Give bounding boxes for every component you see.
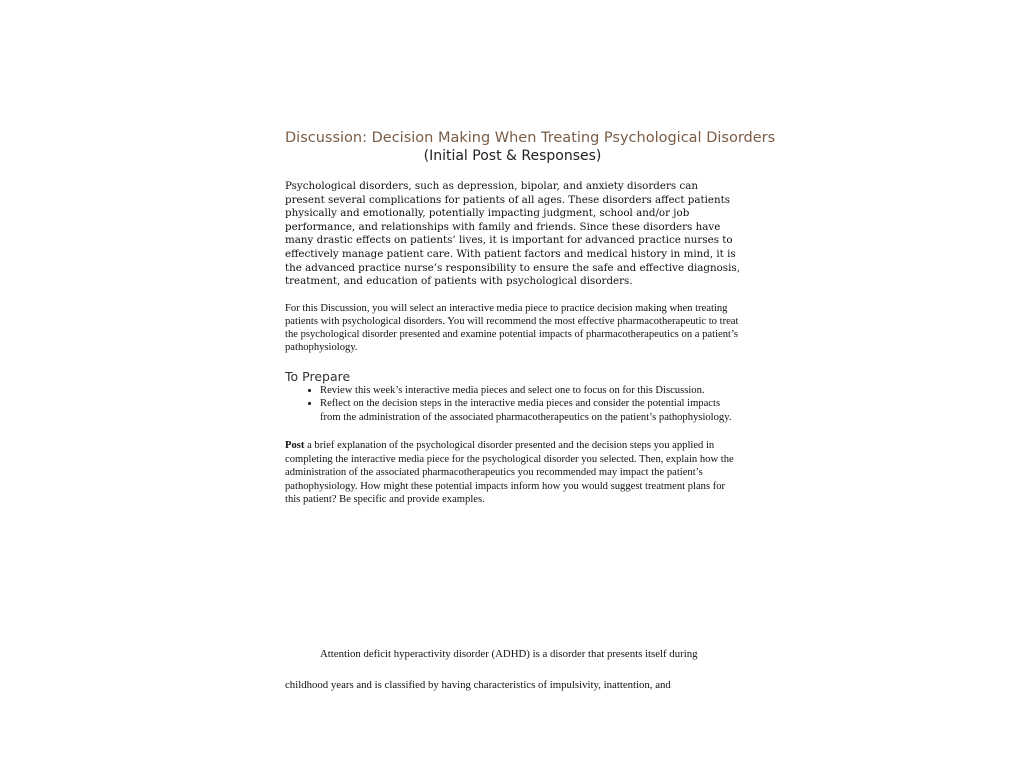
post-paragraph bbox=[285, 439, 740, 507]
discussion-paragraph: For this Discussion, you will select an interactive media piece to practice decision making when treating patients with psychological disorders. You will recommend the most effective pharmacotherapeutic to treat the psychological disorder presented and examine potential impacts of pharmacotherapeutics on a patient’s pathophysiology. bbox=[285, 302, 739, 354]
essay-line: childhood years and is classified by having characteristics of impulsivity, inattention, and bbox=[285, 679, 671, 691]
page-title: Discussion: Decision Making When Treating Psychological Disorders bbox=[285, 130, 776, 146]
to-prepare-list bbox=[285, 384, 740, 425]
essay-body bbox=[285, 645, 740, 694]
to-prepare-heading: To Prepare bbox=[285, 368, 351, 384]
list-item: • Reflect on the decision steps in the interactive media pieces and consider the potential impacts from the administration of the associated pharmacotherapeutics on the patient’s pathophysiology. bbox=[320, 397, 740, 425]
assignment-page bbox=[285, 130, 776, 507]
intro-paragraph: Psychological disorders, such as depression, bipolar, and anxiety disorders can present several complications for patients of all ages. These disorders affect patients physically and emotionally, potentially impacting judgment, school and/or job performance, and relationships with family and friends. Since these disorders have many drastic effects on patients’ lives, it is important for advanced practice nurses to effectively manage patient care. With patient factors and medical history in mind, it is the advanced practice nurse’s responsibility to ensure the safe and effective diagnosis, treatment, and education of patients with psychological disorders. bbox=[285, 180, 740, 288]
list-item: • Review this week’s interactive media pieces and select one to focus on for this Discussion. bbox=[320, 384, 740, 398]
essay-line: Attention deficit hyperactivity disorder (ADHD) is a disorder that presents itself during bbox=[320, 648, 698, 660]
post-lead: Post bbox=[285, 439, 305, 451]
page-subtitle: (Initial Post & Responses) bbox=[423, 148, 602, 164]
post-text: a brief explanation of the psychological disorder presented and the decision steps you applied in completing the interactive media piece for the psychological disorder you selected. Then, explain how the administration of the associated pharmacotherapeutics you recommended may impact the patient’s pathophysiology. How might these potential impacts inform how you would suggest treatment plans for this patient? Be specific and provide examples. bbox=[285, 439, 734, 506]
